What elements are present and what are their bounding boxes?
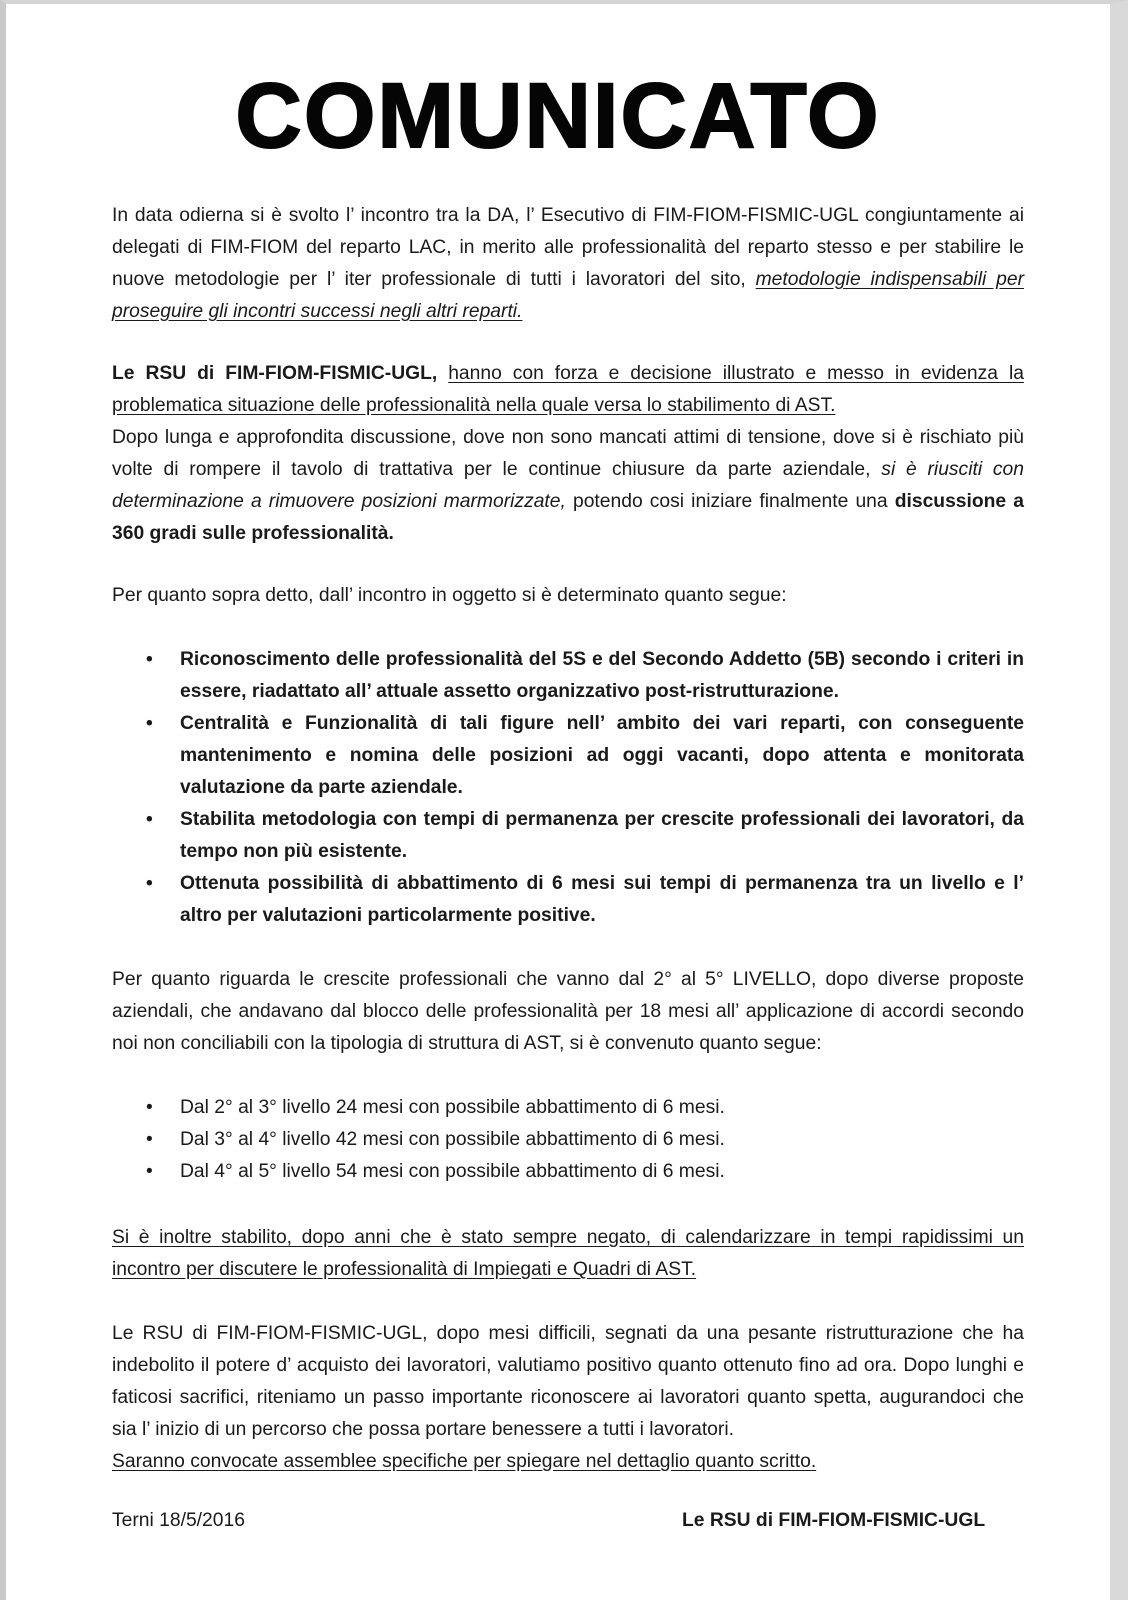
rsu-text-2: potendo cosi iniziare finalmente una	[572, 491, 888, 512]
intro-underlined-italic: metodologie indispensabili per proseguire gli incontri successi negli altri reparti.	[112, 269, 1024, 322]
list-item: • Riconoscimento delle professionalità del 5S e del Secondo Addetto (5B) secondo i criteri in essere, riadattato all’ attuale assetto organizzativo post-ristrutturazione.	[112, 644, 1024, 708]
place-date: Terni 18/5/2016	[112, 1510, 245, 1531]
levels-list	[112, 1092, 1024, 1188]
closing-underlined: Saranno convocate assemblee specifiche per spiegare nel dettaglio quanto scritto.	[112, 1451, 817, 1472]
rsu-text: Dopo lunga e approfondita discussione, dove non sono mancati attimi di tensione, dove si è rischiato più volte di rompere il tavolo di trattativa per le continue chiusure da parte aziendale,	[112, 427, 1024, 480]
list-item: • Ottenuta possibilità di abbattimento di 6 mesi sui tempi di permanenza tra un livello e l’ altro per valutazioni particolarmente positive.	[112, 868, 1024, 932]
paragraph-rsu	[112, 358, 1024, 550]
paragraph-summary: Per quanto sopra detto, dall’ incontro in oggetto si è determinato quanto segue:	[112, 585, 787, 606]
page-title: COMUNICATO	[235, 65, 881, 167]
bullet-icon: •	[146, 873, 153, 894]
rsu-bold-end: discussione a 360 gradi sulle professionalità.	[112, 491, 1024, 544]
bullet-icon: •	[146, 649, 153, 670]
list-item: • Dal 3° al 4° livello 42 mesi con possibile abbattimento di 6 mesi.	[112, 1124, 1024, 1156]
paragraph-levels: Per quanto riguarda le crescite professionali che vanno dal 2° al 5° LIVELLO, dopo diverse proposte aziendali, che andavano dal blocco delle professionalità per 18 mesi all’ applicazione di accordi secondo noi non conciliabili con la tipologia di struttura di AST, si è convenuto quanto segue:	[112, 969, 1024, 1054]
paragraph-closing	[112, 1318, 1024, 1478]
rsu-italic: si è riusciti con determinazione a rimuovere posizioni marmorizzate,	[112, 459, 1024, 512]
list-item: • Centralità e Funzionalità di tali figure nell’ ambito dei vari reparti, con conseguente mantenimento e nomina delle posizioni ad oggi vacanti, dopo attenta e monitorata valutazione da parte aziendale.	[112, 708, 1024, 804]
bullet-icon: •	[146, 1097, 153, 1118]
rsu-underlined: hanno con forza e decisione illustrato e messo in evidenza la problematica situazione delle professionalità nella quale versa lo stabilimento di AST.	[112, 363, 1024, 416]
list-item: • Dal 2° al 3° livello 24 mesi con possibile abbattimento di 6 mesi.	[112, 1092, 1024, 1124]
bullet-icon: •	[146, 1161, 153, 1182]
bullet-icon: •	[146, 809, 153, 830]
list-item: • Dal 4° al 5° livello 54 mesi con possibile abbattimento di 6 mesi.	[112, 1156, 1024, 1188]
bullet-icon: •	[146, 1129, 153, 1150]
bullet-icon: •	[146, 713, 153, 734]
main-points-list	[112, 644, 1024, 932]
closing-text: Le RSU di FIM-FIOM-FISMIC-UGL, dopo mesi difficili, segnati da una pesante ristrutturazione che ha indebolito il potere d’ acquisto dei lavoratori, valutiamo positivo quanto ottenuto fino ad ora. Dopo lunghi e faticosi sacrifici, riteniamo un passo importante riconoscere ai lavoratori quanto spetta, augurandoci che sia l’ inizio di un percorso che possa portare benessere a tutti i lavoratori.	[112, 1323, 1024, 1440]
rsu-bold-lead: Le RSU di FIM-FIOM-FISMIC-UGL,	[112, 363, 438, 384]
paragraph-intro	[112, 200, 1024, 328]
signature: Le RSU di FIM-FIOM-FISMIC-UGL	[682, 1510, 986, 1531]
list-item: • Stabilita metodologia con tempi di permanenza per crescite professionali dei lavoratori, da tempo non più esistente.	[112, 804, 1024, 868]
paragraph-impiegati: Si è inoltre stabilito, dopo anni che è stato sempre negato, di calendarizzare in tempi rapidissimi un incontro per discutere le professionalità di Impiegati e Quadri di AST.	[112, 1227, 1024, 1280]
intro-text: In data odierna si è svolto l’ incontro tra la DA, l’ Esecutivo di FIM-FIOM-FISMIC-UGL congiuntamente ai delegati di FIM-FIOM del reparto LAC, in merito alle professionalità del reparto stesso e per stabilire le nuove metodologie per l’ iter professionale di tutti i lavoratori del sito,	[112, 205, 1024, 290]
